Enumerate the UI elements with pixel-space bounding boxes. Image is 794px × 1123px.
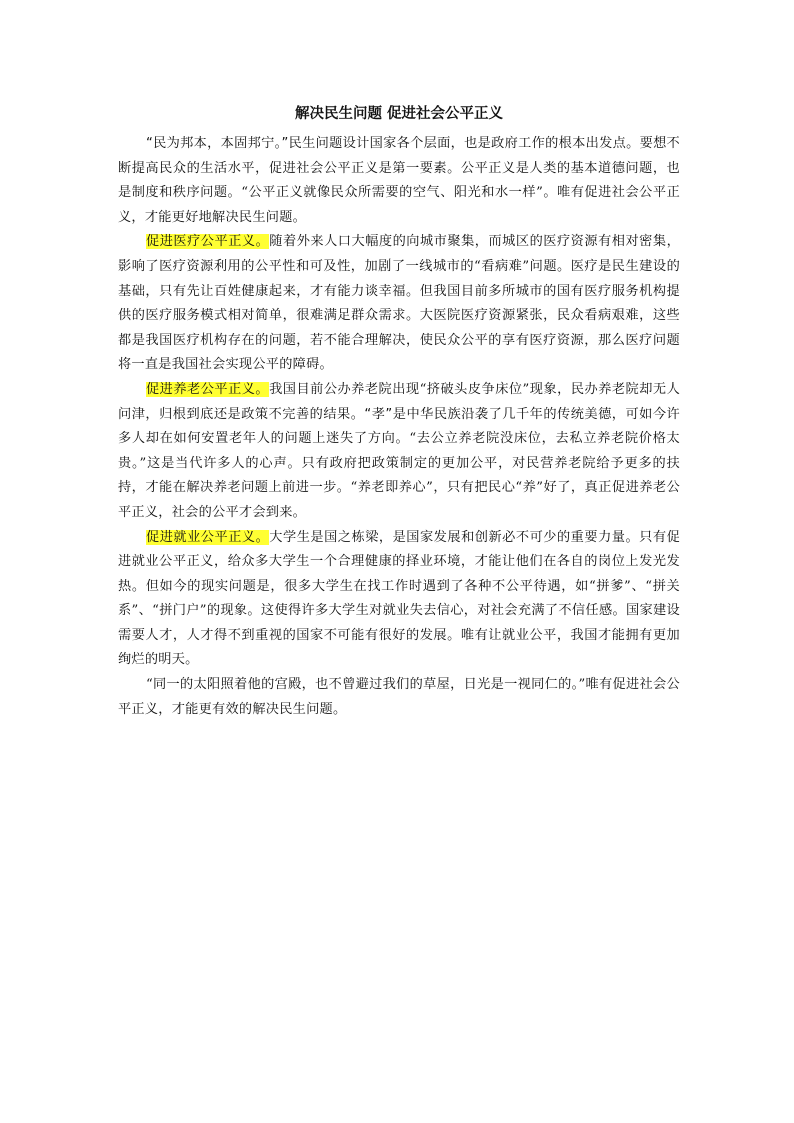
body-text: 唯有促进社会公平正义，才能更有效的解决民生问题。 <box>118 677 680 717</box>
paragraph <box>118 526 680 674</box>
quote-text: “拼爹”、“拼关系”、“拼门户” <box>118 578 680 619</box>
quote-text: “去公立养老院没床位，去私立养老院价格太贵。” <box>118 431 680 471</box>
highlighted-heading: 促进医疗公平正义。 <box>146 234 270 250</box>
body-text: 现象，民办养老院却无人问津，归根到底还是政策不完善的结果。“孝”是中华民族沿袭了几千年的传统美德，可如今许多人却在如何安置老年人的问题上迷失了方向。 <box>118 381 681 447</box>
quote-text: “养老即养心” <box>350 480 434 496</box>
paragraph <box>118 673 680 722</box>
quote-text: “养” <box>515 480 544 496</box>
quote-text: “公平正义就像民众所需要的空气、阳光和水一样” <box>241 185 544 201</box>
quote-text: “看病难” <box>474 258 530 274</box>
document-body <box>118 132 680 722</box>
body-text: “民为邦本，本固邦宁。”民生问题设计国家各个层面，也是政府工作的根本出发点。要想不断提高民众的生活水平，促进社会公平正义是第一要素。公平正义是人类的基本道德问题，也是制度和秩序问题。 <box>118 136 680 201</box>
body-text: 我国目前公办养老院出现 <box>269 381 420 397</box>
body-text: 的现象。这使得许多大学生对就业失去信心，对社会充满了不信任感。国家建设需要人才，人才得不到重视的国家不可能有很好的发展。唯有让就业公平，我国才能拥有更加绚烂的明天。 <box>118 603 680 668</box>
body-text: 这是当代许多人的心声。只有政府把政策制定的更加公平，对民营养老院给予更多的扶持，才能在解决养老问题上前进一步。 <box>118 455 680 496</box>
quote-text: “挤破头皮争床位” <box>419 381 530 397</box>
paragraph <box>118 378 680 526</box>
body-text: 。唯有促进社会公平正义，才能更好地解决民生问题。 <box>118 185 681 225</box>
body-text: 好了，真正促进养老公平正义，社会的公平才会到来。 <box>118 480 681 520</box>
paragraph <box>118 230 680 378</box>
highlighted-heading: 促进就业公平正义。 <box>146 529 270 545</box>
document-page <box>118 104 680 722</box>
highlighted-heading: 促进养老公平正义。 <box>146 381 270 397</box>
quote-text: “同一的太阳照着他的宫殿，也不曾避过我们的草屋，日光是一视同仁的。” <box>146 677 586 693</box>
body-text: 问题。医疗是民生建设的基础，只有先让百姓健康起来，才有能力谈幸福。但我国目前多所城市的国有医疗服务机构提供的医疗服务模式相对简单，很难满足群众需求。大医院医疗资源紧张，民众看病艰难，这些都是我国医疗机构存在的问题，若不能合理解决，使民众公平的享有医疗资源，那么医疗问题将一直是我国社会实现公平的障碍。 <box>118 258 681 373</box>
document-title: 解决民生问题 促进社会公平正义 <box>294 105 504 122</box>
body-text: ，只有把民心 <box>433 480 516 496</box>
paragraph <box>118 132 680 230</box>
body-text: 大学生是国之栋梁，是国家发展和创新必不可少的重要力量。只有促进就业公平正义，给众多大学生一个合理健康的择业环境，才能让他们在各自的岗位上发光发热。但如今的现实问题是，很多大学生在找工作时遇到了各种不公平待遇，如 <box>118 529 681 594</box>
body-text: 随着外来人口大幅度的向城市聚集，而城区的医疗资源有相对密集，影响了医疗资源利用的公平性和可及性，加剧了一线城市的 <box>118 234 681 274</box>
